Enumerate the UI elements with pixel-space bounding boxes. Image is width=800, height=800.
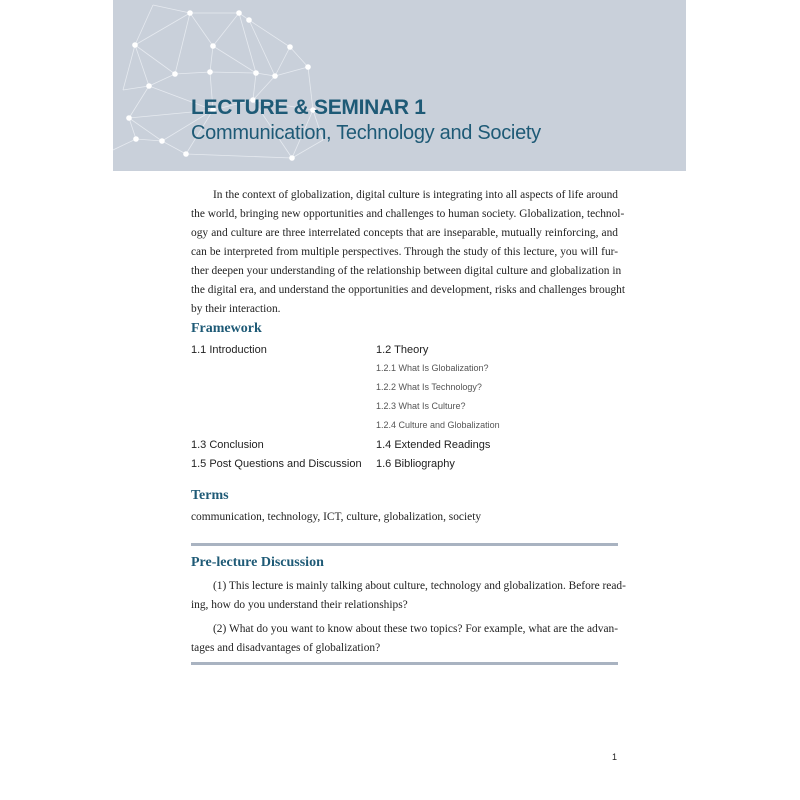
network-line bbox=[129, 86, 149, 118]
framework-subitem: 1.2.2 What Is Technology? bbox=[376, 382, 482, 392]
intro-paragraph bbox=[191, 186, 625, 319]
framework-subitem: 1.2.1 What Is Globalization? bbox=[376, 363, 489, 373]
network-line bbox=[113, 139, 136, 150]
intro-line: can be interpreted from multiple perspectives. Through the study of this lecture, you will fur- bbox=[191, 246, 618, 258]
network-node bbox=[159, 138, 165, 144]
network-line bbox=[210, 46, 213, 72]
network-line bbox=[275, 47, 290, 76]
network-line bbox=[149, 74, 175, 86]
network-line bbox=[190, 13, 213, 46]
framework-heading: Framework bbox=[191, 321, 262, 336]
framework-item: 1.1 Introduction bbox=[191, 344, 267, 356]
question-line: (1) This lecture is mainly talking about culture, technology and globalization. Before read- bbox=[213, 580, 626, 592]
framework-subitem: 1.2.4 Culture and Globalization bbox=[376, 420, 500, 430]
network-globe-graphic bbox=[113, 0, 686, 171]
network-node bbox=[246, 17, 252, 23]
network-line bbox=[175, 13, 190, 74]
network-line bbox=[135, 13, 190, 45]
network-line bbox=[136, 139, 162, 141]
divider bbox=[191, 662, 618, 665]
network-line bbox=[290, 47, 308, 67]
chapter-subtitle: Communication, Technology and Society bbox=[191, 122, 541, 144]
intro-line: ogy and culture are three interrelated concepts that are inseparable, mutually reinforcing, and bbox=[191, 227, 618, 239]
network-node bbox=[146, 83, 152, 89]
intro-line: In the context of globalization, digital culture is integrating into all aspects of life around bbox=[213, 189, 618, 201]
terms-text: communication, technology, ICT, culture, globalization, society bbox=[191, 511, 482, 523]
question-line: (2) What do you want to know about these two topics? For example, what are the advan- bbox=[213, 623, 618, 635]
framework-item: 1.4 Extended Readings bbox=[376, 439, 491, 451]
network-node bbox=[183, 151, 189, 157]
framework-subitem: 1.2.3 What Is Culture? bbox=[376, 401, 466, 411]
network-node bbox=[210, 43, 216, 49]
network-line bbox=[186, 154, 292, 158]
question-line: tages and disadvantages of globalization? bbox=[191, 642, 381, 654]
network-node bbox=[253, 70, 259, 76]
network-node bbox=[132, 42, 138, 48]
intro-line: the digital era, and understand the opportunities and development, risks and challenges brought bbox=[191, 284, 625, 296]
network-node bbox=[126, 115, 132, 121]
network-line bbox=[135, 5, 153, 45]
network-line bbox=[256, 73, 275, 76]
framework-item: 1.3 Conclusion bbox=[191, 439, 264, 451]
network-line bbox=[213, 13, 239, 46]
network-node bbox=[207, 69, 213, 75]
network-line bbox=[123, 45, 135, 90]
question-line: ing, how do you understand their relationships? bbox=[191, 599, 408, 611]
framework-item: 1.2 Theory bbox=[376, 344, 429, 356]
network-line bbox=[135, 45, 149, 86]
question-2 bbox=[191, 620, 618, 658]
question-1 bbox=[191, 577, 626, 615]
network-node bbox=[287, 44, 293, 50]
prelecture-heading: Pre-lecture Discussion bbox=[191, 555, 324, 570]
network-node bbox=[272, 73, 278, 79]
network-line bbox=[210, 72, 256, 73]
intro-line: ther deepen your understanding of the relationship between digital culture and globalization in bbox=[191, 265, 622, 277]
network-line bbox=[162, 141, 186, 154]
chapter-title: LECTURE & SEMINAR 1 bbox=[191, 96, 426, 119]
network-line bbox=[275, 67, 308, 76]
network-line bbox=[175, 72, 210, 74]
framework-item: 1.6 Bibliography bbox=[376, 458, 455, 470]
network-node bbox=[187, 10, 193, 16]
network-line bbox=[123, 86, 149, 90]
network-node bbox=[172, 71, 178, 77]
network-node bbox=[289, 155, 295, 161]
page-number: 1 bbox=[612, 752, 618, 762]
network-line bbox=[135, 45, 175, 74]
network-line bbox=[153, 5, 190, 13]
intro-line: the world, bringing new opportunities and challenges to human society. Globalization, technol- bbox=[191, 208, 625, 220]
divider bbox=[191, 543, 618, 546]
terms-heading: Terms bbox=[191, 488, 229, 503]
network-node bbox=[305, 64, 311, 70]
chapter-banner bbox=[113, 0, 686, 171]
framework-item: 1.5 Post Questions and Discussion bbox=[191, 458, 362, 470]
network-line bbox=[129, 118, 136, 139]
network-node bbox=[133, 136, 139, 142]
network-node bbox=[236, 10, 242, 16]
intro-line: by their interaction. bbox=[191, 303, 281, 315]
